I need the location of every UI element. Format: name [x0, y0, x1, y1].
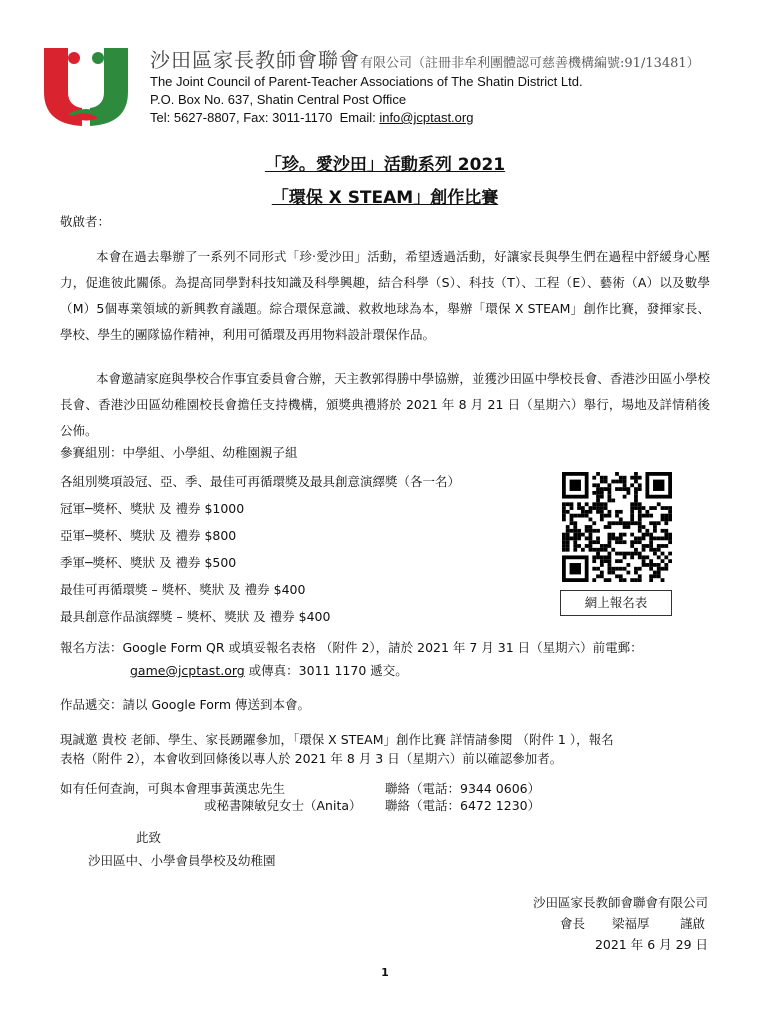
signature-chair-name: 梁福厚: [612, 916, 650, 931]
signature-chair-title: 會長: [560, 916, 586, 931]
invitation-line-2: 表格（附件 2），本會收到回條後以專人於 2021 年 8 月 3 日（星期六）前以確認參加者。: [60, 751, 563, 766]
enquiry-contact-2: 或秘書陳敏兒女士（Anita）: [204, 798, 362, 813]
registration-method: 報名方法：Google Form QR 或填妥報名表格 （附件 2），請於 2021 年 7 月 31 日（星期六）前電郵：: [60, 640, 643, 655]
enquiry-contact-1: 如有任何查詢，可與本會理事黃漢忠先生: [60, 781, 286, 796]
award-first-runner-up: 亞軍─獎杯、獎狀 及 禮券 $800: [60, 528, 237, 543]
org-name-english: The Joint Council of Parent-Teacher Associations of The Shatin District Ltd.: [150, 74, 583, 89]
org-name-zh: 沙田區家長教師會聯會: [150, 48, 360, 72]
org-email-link[interactable]: info@jcptast.org: [379, 110, 474, 125]
title-series: 「珍。愛沙田」活動系列 2021: [264, 155, 506, 175]
salutation: 敬啟者：: [60, 214, 111, 229]
contact-phone-fax: Tel: 5627-8807, Fax: 3011-1170 Email:: [150, 110, 380, 125]
page-number: 1: [381, 966, 389, 979]
signature-date: 2021 年 6 月 29 日: [594, 937, 708, 952]
award-most-creative: 最具創意作品演繹獎 – 獎杯、獎狀 及 禮券 $400: [60, 609, 331, 624]
org-address: P.O. Box No. 637, Shatin Central Post Office: [150, 92, 407, 107]
paragraph-intro: 本會在過去舉辦了一系列不同形式「珍‧愛沙田」活動，希望透過活動，好讓家長與學生們在過程中舒緩身心壓力，促進彼此關係。為提高同學對科技知識及科學興趣，結合科學（S）、科技（T）、工程（E）、藝術（A）以及數學（M）5個專業領域的新興教育議題。綜合環保意識、救救地球為本，舉辦「環保 X STEAM」創作比賽，發揮家長、學校、學生的團隊協作精神，利用可循環及再用物料設計環保作品。: [60, 249, 710, 342]
awards-intro: 各組別獎項設冠、亞、季、最佳可再循環獎及最具創意演繹獎（各一名）: [60, 474, 461, 489]
closing-zhi: 此致: [136, 830, 162, 845]
signature-respect: 謹啟: [680, 916, 706, 931]
signature-org: 沙田區家長教師會聯會有限公司: [532, 895, 708, 910]
registration-fax: 或傳真：3011 1170 遞交。: [244, 663, 408, 678]
registration-contact: [130, 661, 408, 681]
award-champion: 冠軍─獎杯、獎狀 及 禮券 $1000: [60, 501, 245, 516]
award-second-runner-up: 季軍─獎杯、獎狀 及 禮券 $500: [60, 555, 237, 570]
title-line-1: [0, 150, 770, 175]
closing-recipient: 沙田區中、小學會員學校及幼稚園: [88, 853, 276, 868]
organization-logo: [38, 40, 134, 140]
org-contact: [150, 110, 473, 125]
invitation-line-1: 現誠邀 貴校 老師、學生、家長踴躍參加，「環保 X STEAM」創作比賽 詳情請參閱 （附件 1 ），報名: [60, 732, 614, 747]
enquiry-phone-1: 聯絡（電話：9344 0606）: [385, 781, 541, 796]
org-name-chinese: [150, 44, 700, 73]
enquiry-phone-2: 聯絡（電話：6472 1230）: [385, 798, 541, 813]
submission-method: 作品遞交：請以 Google Form 傳送到本會。: [60, 697, 310, 712]
paragraph-organizers: 本會邀請家庭與學校合作事宜委員會合辦，天主教郭得勝中學協辦，並獲沙田區中學校長會、香港沙田區小學校長會、香港沙田區幼稚園校長會擔任支持機構，頒獎典禮將於 2021 年 8 月 21 日（星期六）舉行，場地及詳情稍後公佈。: [60, 371, 710, 438]
title-competition: 「環保 X STEAM」創作比賽: [271, 188, 499, 208]
participant-groups: 參賽組別：中學組、小學組、幼稚園親子組: [60, 445, 298, 460]
org-name-zh-suffix: 有限公司: [360, 56, 413, 71]
registration-qr-code[interactable]: [562, 472, 672, 582]
award-best-recyclable: 最佳可再循環獎 – 獎杯、獎狀 及 禮券 $400: [60, 582, 306, 597]
org-registration: （註冊非牟利團體認可慈善機構編號:91/13481）: [412, 56, 700, 71]
registration-email-link[interactable]: game@jcptast.org: [130, 663, 245, 678]
qr-caption: 網上報名表: [560, 590, 672, 616]
title-line-2: [0, 183, 770, 208]
